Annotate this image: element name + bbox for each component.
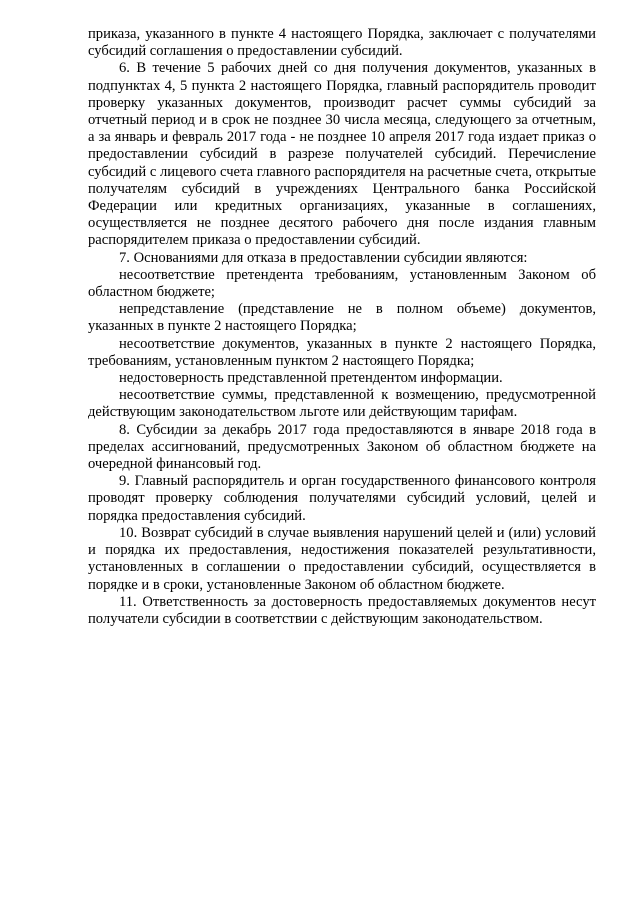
paragraph-item-8: 8. Субсидии за декабрь 2017 года предоставляются в январе 2018 года в пределах ассигнований, предусмотренных Законом об областном бюджете на очередной финансовый год. xyxy=(88,421,596,473)
paragraph-refusal-reason-2: непредставление (представление не в полном объеме) документов, указанных в пункте 2 настоящего Порядка; xyxy=(88,301,596,335)
paragraph-continuation: приказа, указанного в пункте 4 настоящего Порядка, заключает с получателями субсидий соглашения о предоставлении субсидий. xyxy=(88,26,596,60)
document-page xyxy=(88,26,596,628)
paragraph-item-11: 11. Ответственность за достоверность предоставляемых документов несут получатели субсидии в соответствии с действующим законодательством. xyxy=(88,593,596,627)
paragraph-refusal-reason-3: несоответствие документов, указанных в пункте 2 настоящего Порядка, требованиям, установленным пунктом 2 настоящего Порядка; xyxy=(88,335,596,369)
paragraph-item-9: 9. Главный распорядитель и орган государственного финансового контроля проводят проверку соблюдения получателями субсидий условий, целей и порядка предоставления субсидий. xyxy=(88,473,596,524)
paragraph-refusal-reason-4: недостоверность представленной претендентом информации. xyxy=(119,370,503,387)
paragraph-item-7: 7. Основаниями для отказа в предоставлении субсидии являются: xyxy=(119,249,528,266)
paragraph-refusal-reason-5: несоответствие суммы, представленной к возмещению, предусмотренной действующим законодательством льготе или действующим тарифам. xyxy=(88,387,596,421)
paragraph-item-6: 6. В течение 5 рабочих дней со дня получения документов, указанных в подпунктах 4, 5 пункта 2 настоящего Порядка, главный распорядитель проводит проверку указанных документов, производит расчет суммы субсидий за отчетный период и в срок не позднее 30 числа месяца, следующего за отчетным, а за январь и февраль 2017 года - не позднее 10 апреля 2017 года издает приказ о предоставлении субсидий в разрезе получателей субсидий. Перечисление субсидий с лицевого счета главного распорядителя на расчетные счета, открытые получателям субсидий в учреждениях Центрального банка Российской Федерации или кредитных организациях, указанные в соглашениях, осуществляется не позднее десятого рабочего дня после издания главным распорядителем приказа о предоставлении субсидий. xyxy=(88,60,596,249)
paragraph-item-10: 10. Возврат субсидий в случае выявления нарушений целей и (или) условий и порядка их предоставления, недостижения показателей результативности, установленных в соглашении о предоставлении субсидий, осуществляется в порядке и в сроки, установленные Законом об областном бюджете. xyxy=(88,524,596,593)
paragraph-refusal-reason-1: несоответствие претендента требованиям, установленным Законом об областном бюджете; xyxy=(88,266,596,301)
